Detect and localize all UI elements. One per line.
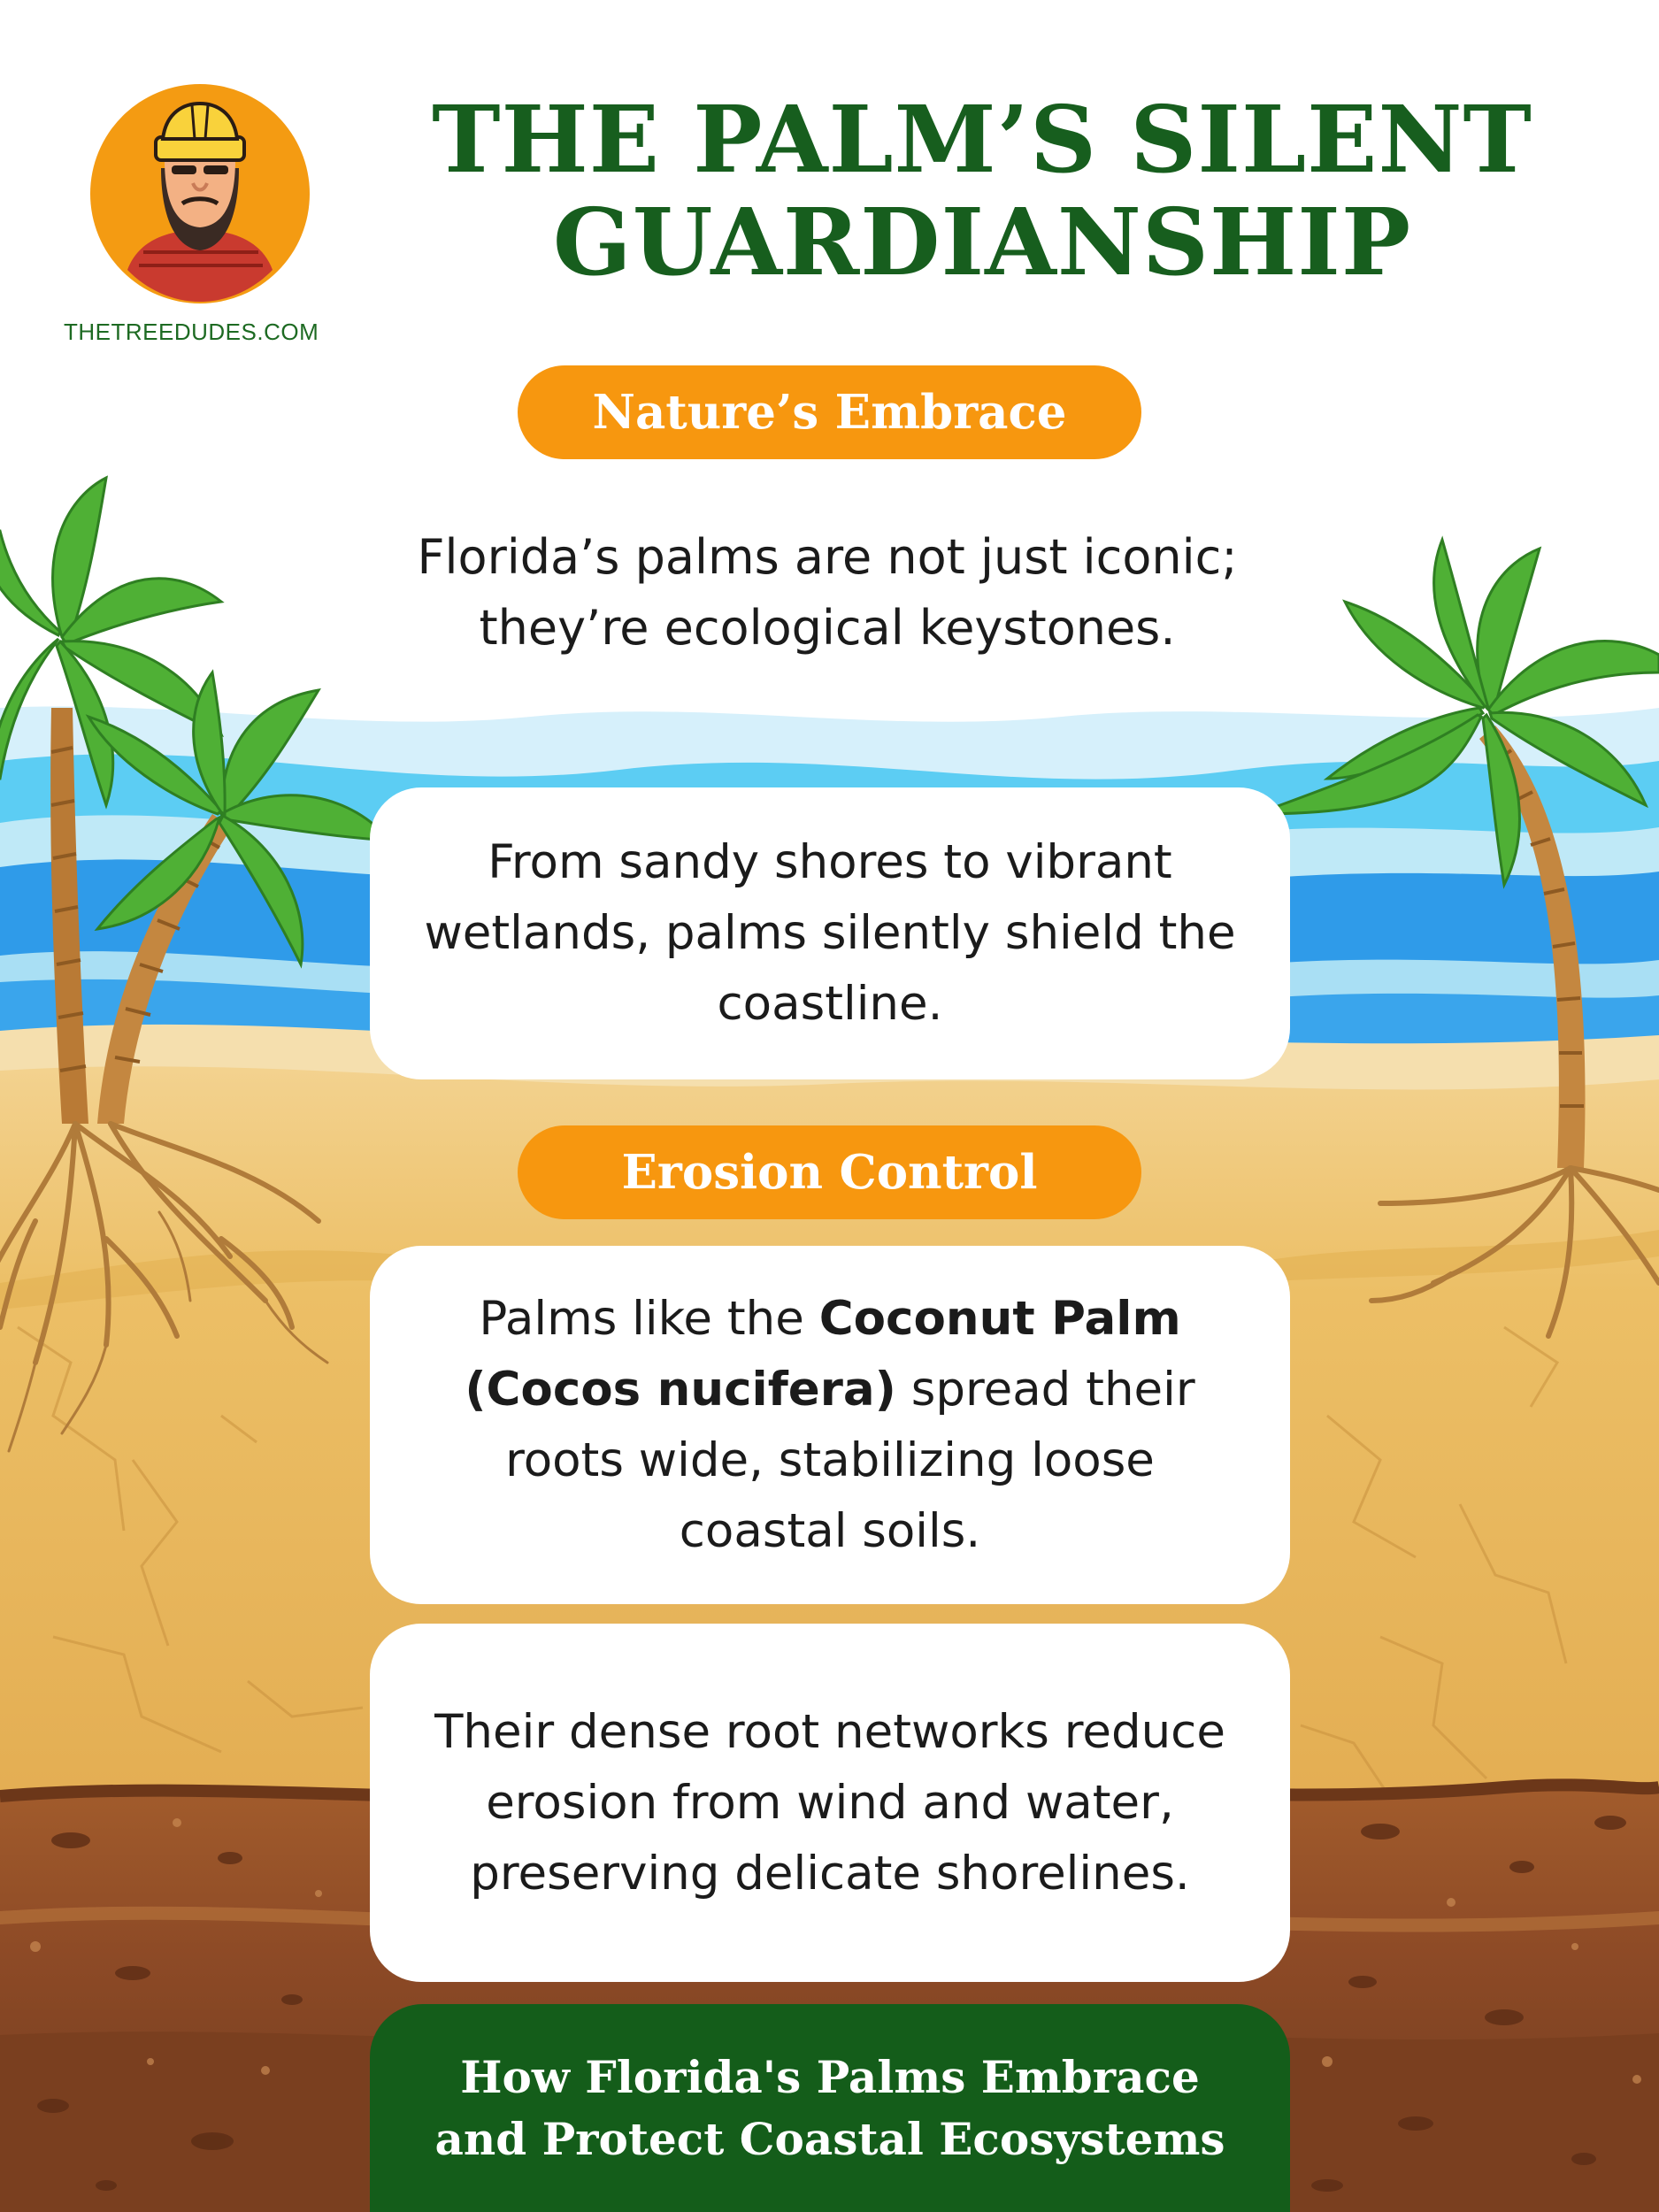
card-coconut-palm xyxy=(370,1246,1290,1604)
page-title xyxy=(354,85,1610,296)
card-root-networks xyxy=(370,1624,1290,1982)
coconut-palm-name: Coconut Palm (Cocos nucifera) xyxy=(465,1291,1181,1417)
footer-line-1: How Florida's Palms Embrace xyxy=(460,2050,1200,2103)
card-coconut-text-after: spread their roots wide, stabilizing loose coastal soils. xyxy=(505,1362,1195,1558)
card-coconut-text-before: Palms like the xyxy=(479,1291,819,1346)
section-label-natures-embrace: Nature’s Embrace xyxy=(518,365,1141,459)
card-shores xyxy=(370,787,1290,1079)
card-shores-text: From sandy shores to vibrant wetlands, palms silently shield the coastline. xyxy=(424,835,1236,1031)
tree-dudes-logo xyxy=(90,84,310,303)
site-url[interactable]: THETREEDUDES.COM xyxy=(64,319,319,345)
card-coconut-text xyxy=(423,1284,1237,1567)
footer-line-2: and Protect Coastal Ecosystems xyxy=(434,2112,1225,2165)
intro-text: Florida’s palms are not just iconic; they’re ecological keystones. xyxy=(417,529,1238,656)
title-line-1: THE PALM’S SILENT xyxy=(432,85,1532,194)
section-label-erosion-control: Erosion Control xyxy=(518,1125,1141,1219)
title-line-2: GUARDIANSHIP xyxy=(552,188,1412,296)
footer-banner xyxy=(370,2004,1290,2212)
card-roots-text: Their dense root networks reduce erosion from wind and water, preserving delicate shorelines. xyxy=(434,1704,1225,1901)
